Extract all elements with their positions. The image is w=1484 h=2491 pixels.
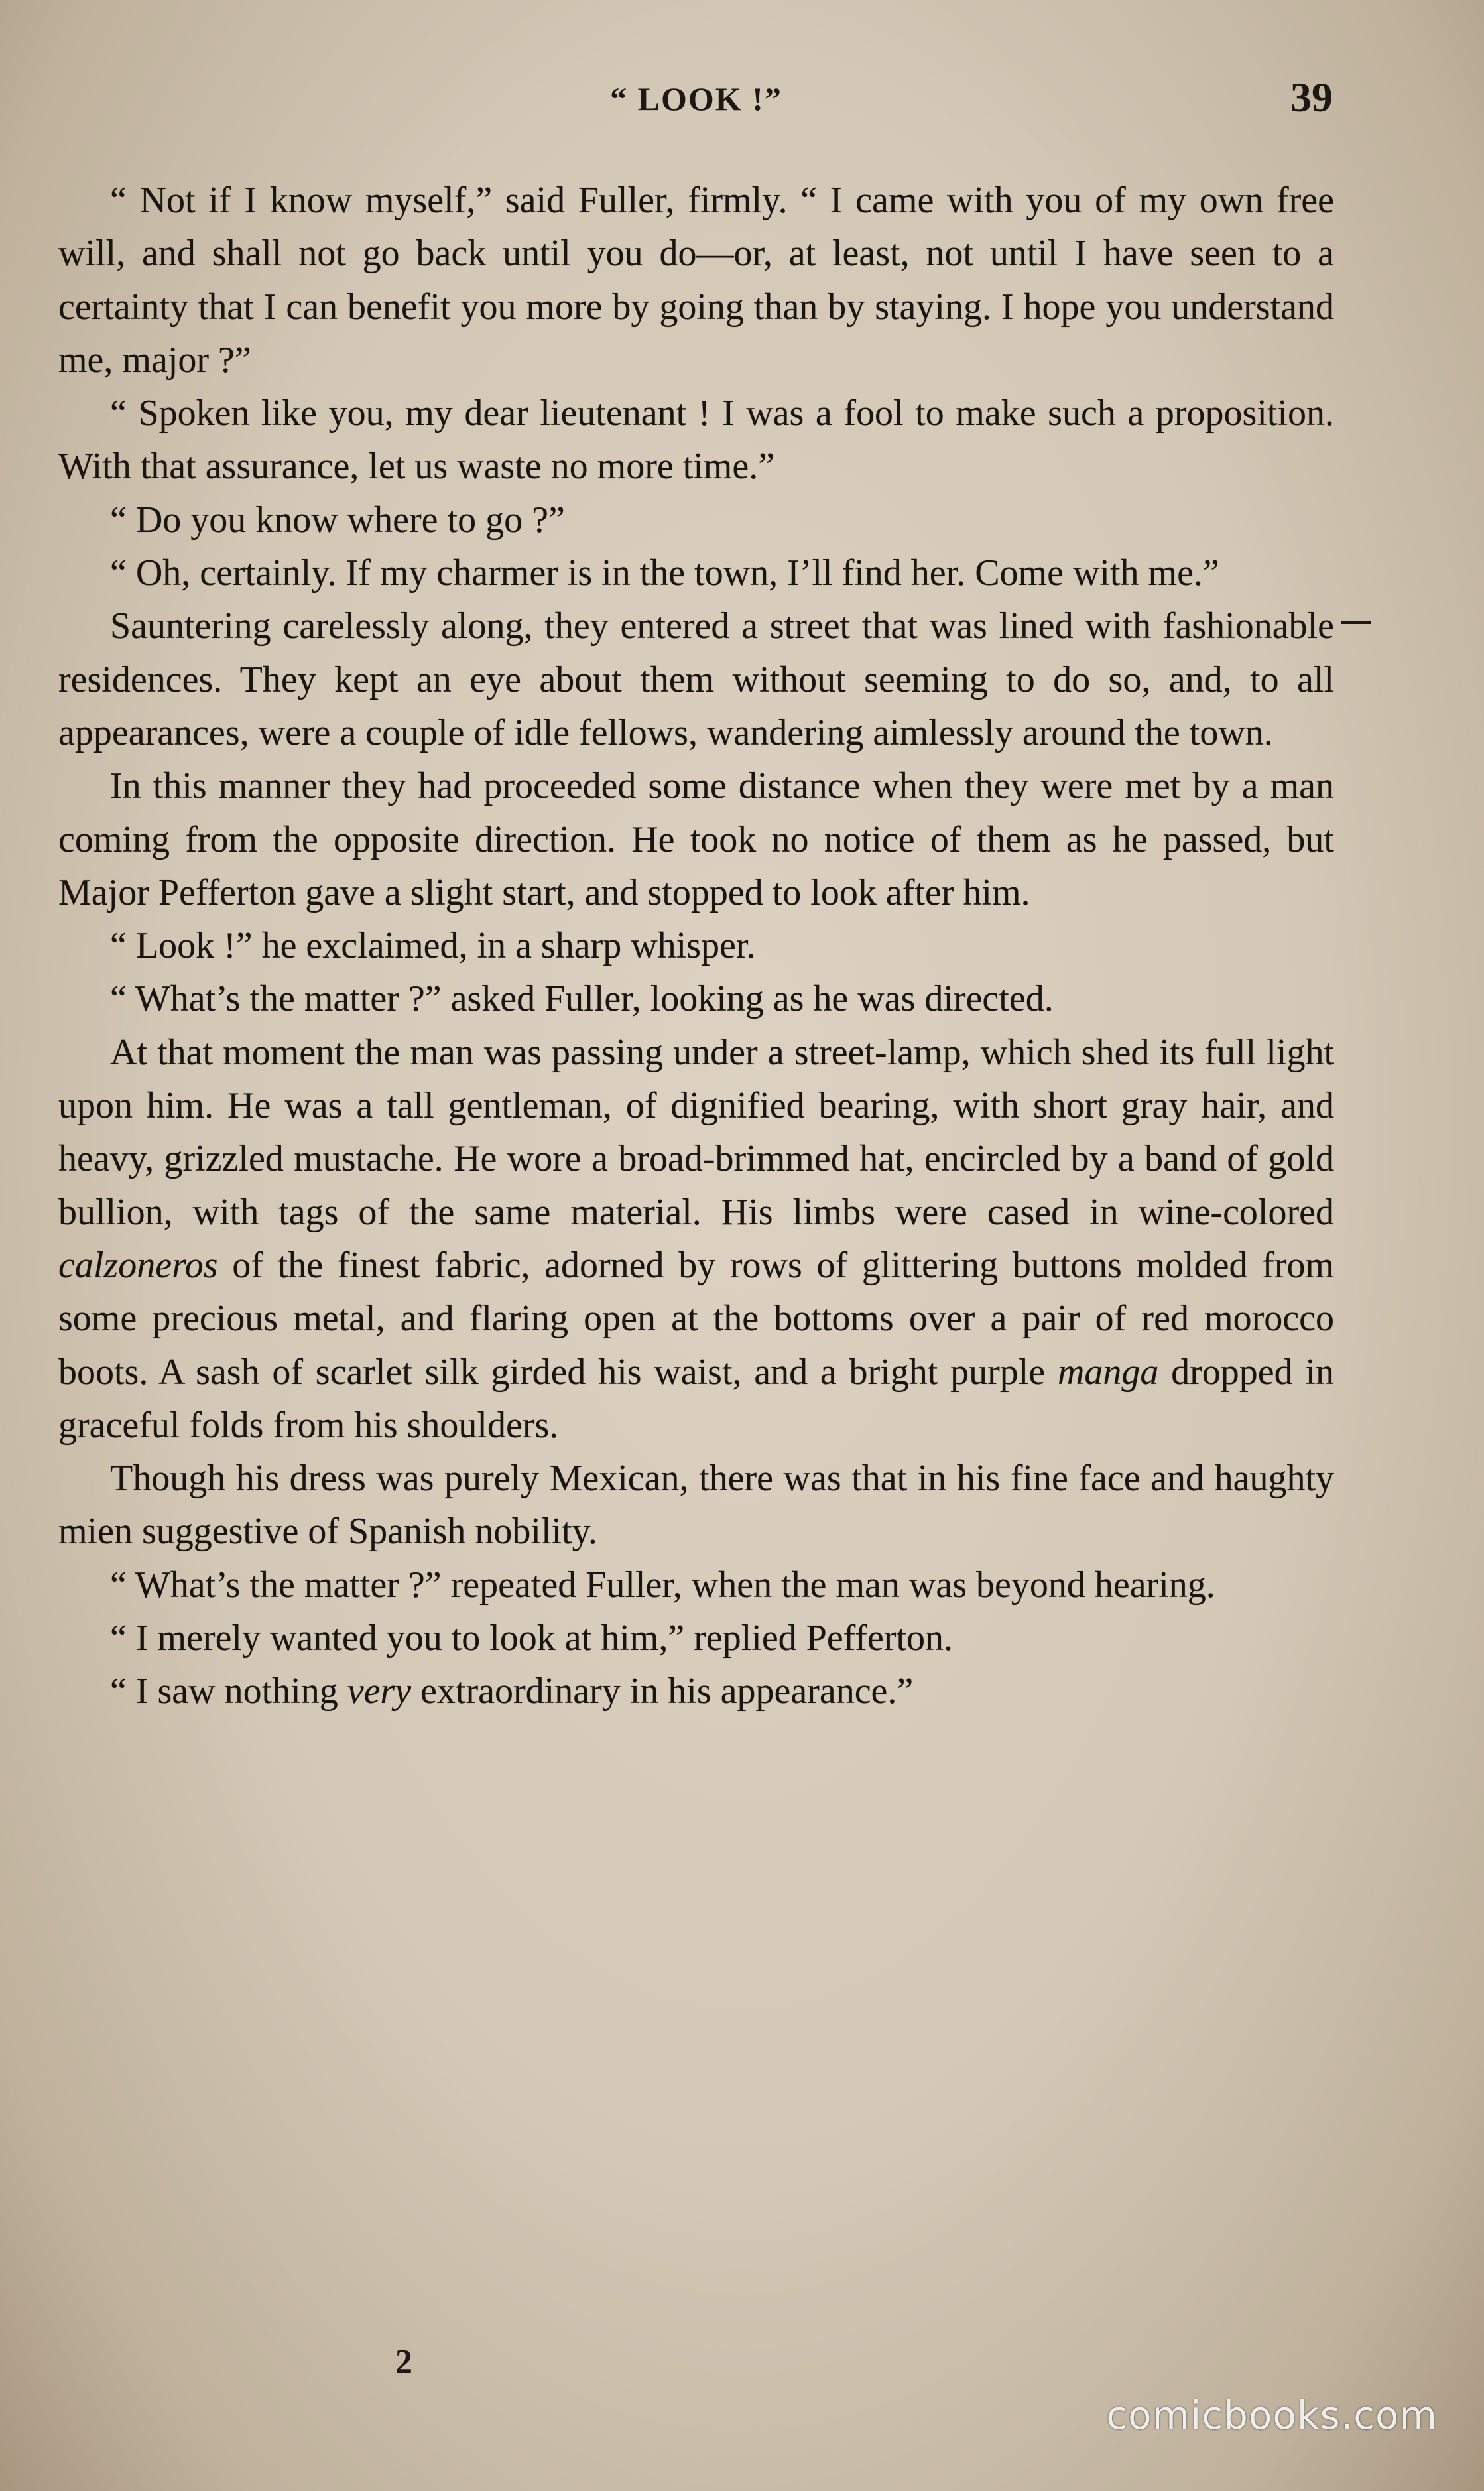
- text-segment: “ Not if I know myself,” said Fuller, firmly. “ I came with you of my own free will, and shall not go back until you do—or, at least, not until I have seen to a certainty that I can benefit you more by going than by staying. I hope you understand me, major ?”: [58, 180, 1334, 381]
- text-segment: “ Look !” he exclaimed, in a sharp whisper.: [110, 925, 756, 967]
- watermark: comicbooks.com: [1106, 2393, 1438, 2438]
- italic-text: manga: [1057, 1351, 1159, 1393]
- paragraph: [58, 387, 1334, 493]
- paragraph: [58, 1612, 1334, 1665]
- text-segment: “ Spoken like you, my dear lieutenant ! I was a fool to make such a proposition. With that assurance, let us waste no more time.”: [58, 393, 1334, 487]
- text-segment: In this manner they had proceeded some distance when they were met by a man coming from the opposite direction. He took no notice of them as he passed, but Major Pefferton gave a slight start, and stopped to look after him.: [58, 765, 1334, 913]
- text-segment: “ Oh, certainly. If my charmer is in the town, I’ll find her. Come with me.”: [110, 552, 1219, 594]
- paragraph: [58, 759, 1334, 919]
- text-segment: At that moment the man was passing under a street-lamp, which shed its full light upon him. He was a tall gentleman, of dignified bearing, with short gray hair, and heavy, grizzled mustache. He wore a broad-brimmed hat, encircled by a band of gold bullion, with tags of the same material. His limbs were cased in wine-colored: [58, 1031, 1334, 1233]
- text-segment: of the finest fabric, adorned by rows of glittering buttons molded from some precious metal, and flaring open at the bottoms over a pair of red morocco boots. A sash of scarlet silk girded his waist, and a bright purple: [58, 1244, 1334, 1393]
- body-text: [58, 174, 1334, 1718]
- text-segment: “ What’s the matter ?” asked Fuller, looking as he was directed.: [110, 978, 1054, 1020]
- paragraph: [58, 1559, 1334, 1612]
- paragraph: [58, 174, 1334, 387]
- text-segment: Though his dress was purely Mexican, there was that in his fine face and haughty mien suggestive of Spanish nobility.: [58, 1458, 1334, 1553]
- paragraph: [58, 1452, 1334, 1559]
- paragraph: [58, 1665, 1334, 1718]
- text-segment: “ I saw nothing: [110, 1671, 347, 1712]
- text-segment: extraordinary in his appearance.”: [411, 1671, 914, 1712]
- text-segment: “ What’s the matter ?” repeated Fuller, when the man was beyond hearing.: [110, 1564, 1215, 1606]
- text-segment: Sauntering carelessly along, they entered a street that was lined with fashionable residences. They kept an eye about them without seeming to do so, and, to all appearances, were a couple of idle fellows, wandering aimlessly around the town.: [58, 606, 1334, 753]
- paragraph: [58, 600, 1334, 759]
- paragraph: [58, 972, 1334, 1025]
- page-number: 39: [1290, 74, 1333, 121]
- paragraph: [58, 919, 1334, 972]
- italic-text: very: [347, 1671, 412, 1712]
- signature-mark: 2: [395, 2343, 412, 2381]
- text-segment: “ Do you know where to go ?”: [110, 499, 565, 541]
- page-header: [60, 73, 1333, 133]
- italic-text: calzoneros: [58, 1244, 218, 1286]
- paragraph: [58, 493, 1334, 546]
- margin-mark: [1341, 621, 1371, 624]
- running-head: “ LOOK !”: [610, 80, 782, 117]
- paragraph: [58, 1026, 1334, 1452]
- paragraph: [58, 546, 1334, 600]
- text-segment: dropped in graceful folds from his shoulders.: [58, 1351, 1334, 1446]
- text-segment: “ I merely wanted you to look at him,” replied Pefferton.: [110, 1618, 954, 1659]
